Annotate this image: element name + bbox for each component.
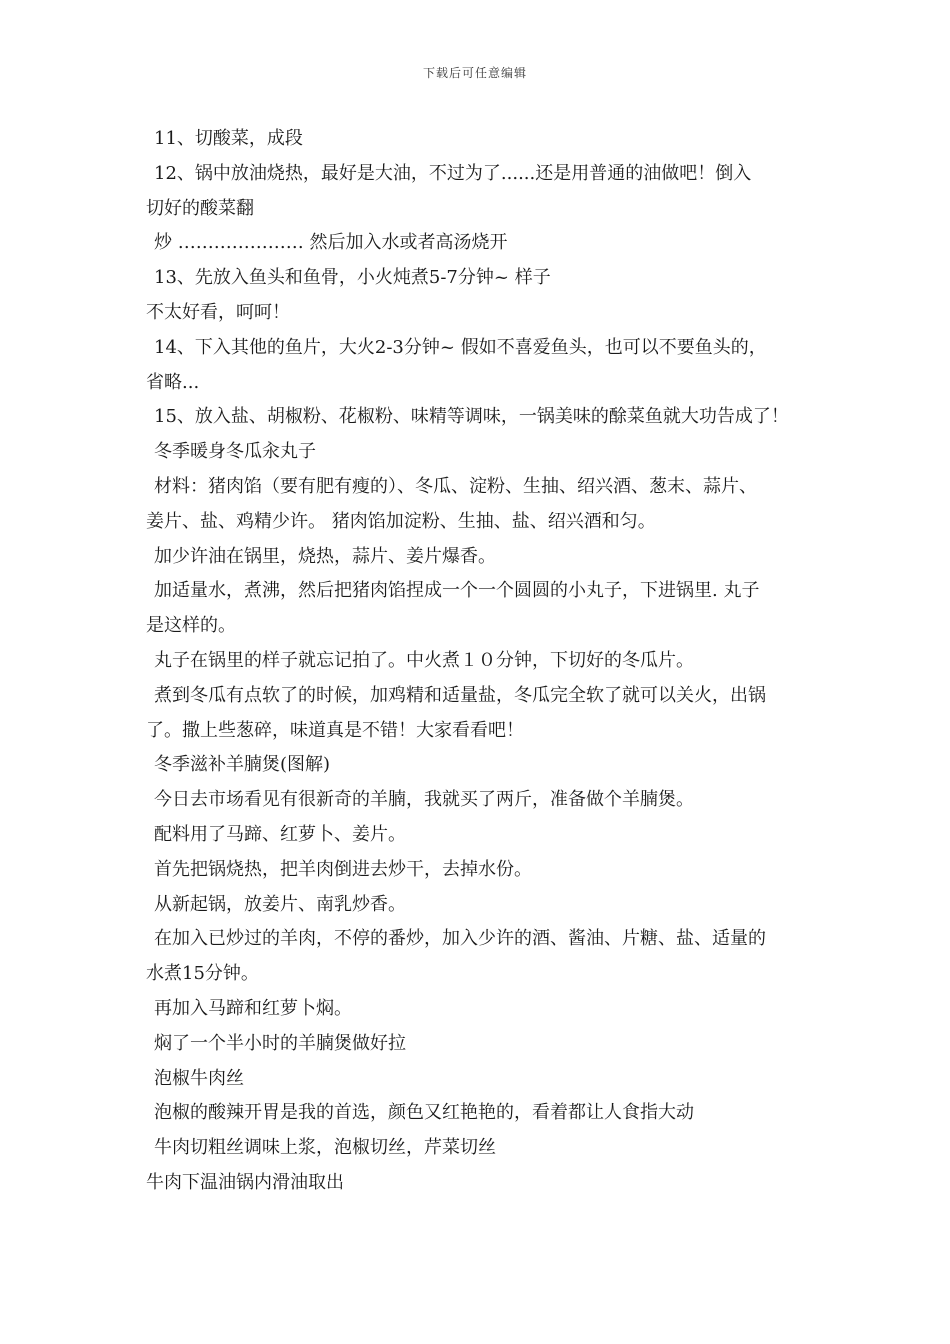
- document-body: [146, 122, 826, 1201]
- text-line: 炒 ………………… 然后加入水或者高汤烧开: [154, 232, 508, 254]
- text-line: 是这样的。: [146, 615, 236, 637]
- text-line: 13、先放入鱼头和鱼骨，小火炖煮5-7分钟~ 样子: [154, 267, 551, 289]
- text-line: 在加入已炒过的羊肉，不停的番炒，加入少许的酒、酱油、片糖、盐、适量的: [154, 928, 766, 950]
- text-line: 今日去市场看见有很新奇的羊腩，我就买了两斤，准备做个羊腩煲。: [154, 789, 694, 811]
- text-line: 煮到冬瓜有点软了的时候，加鸡精和适量盐，冬瓜完全软了就可以关火，出锅: [154, 684, 766, 706]
- text-line: 加少许油在锅里，烧热，蒜片、姜片爆香。: [154, 545, 496, 567]
- text-line: 牛肉切粗丝调味上浆，泡椒切丝，芹菜切丝: [154, 1137, 496, 1159]
- text-line: 配料用了马蹄、红萝卜、姜片。: [154, 823, 406, 845]
- page-header: 下载后可任意编辑: [422, 66, 527, 80]
- text-line: 切好的酸菜翻: [146, 197, 254, 219]
- text-line: 再加入马蹄和红萝卜焖。: [154, 997, 352, 1019]
- text-line: 冬季暖身冬瓜汆丸子: [154, 441, 316, 463]
- text-line: 牛肉下温油锅内滑油取出: [146, 1171, 344, 1193]
- text-line: 材料：猪肉馅（要有肥有瘦的）、冬瓜、淀粉、生抽、绍兴酒、葱末、蒜片、: [154, 475, 757, 497]
- text-line: 11、切酸菜，成段: [154, 128, 303, 149]
- text-line: 首先把锅烧热，把羊肉倒进去炒干，去掉水份。: [154, 858, 532, 880]
- text-line: 从新起锅，放姜片、南乳炒香。: [154, 893, 406, 915]
- text-line: 了。撒上些葱碎，味道真是不错！大家看看吧！: [146, 719, 524, 741]
- text-line: 姜片、盐、鸡精少许。 猪肉馅加淀粉、生抽、盐、绍兴酒和匀。: [146, 510, 656, 532]
- text-line: 泡椒的酸辣开胃是我的首选，颜色又红艳艳的，看着都让人食指大动: [154, 1102, 694, 1124]
- text-line: 12、锅中放油烧热，最好是大油，不过为了......还是用普通的油做吧！倒入: [154, 162, 752, 184]
- text-line: 水煮15分钟。: [146, 963, 259, 985]
- text-line: 加适量水，煮沸，然后把猪肉馅捏成一个一个圆圆的小丸子，下进锅里. 丸子: [154, 580, 760, 602]
- text-line: 省略...: [146, 371, 200, 393]
- text-line: 不太好看，呵呵！: [146, 301, 290, 323]
- text-line: 焖了一个半小时的羊腩煲做好拉: [154, 1032, 406, 1054]
- text-line: 14、下入其他的鱼片，大火2-3分钟~ 假如不喜爱鱼头，也可以不要鱼头的，: [154, 336, 767, 358]
- text-line: 泡椒牛肉丝: [154, 1067, 244, 1089]
- text-line: 冬季滋补羊腩煲(图解): [154, 754, 331, 776]
- text-line: 丸子在锅里的样子就忘记拍了。中火煮１０分钟，下切好的冬瓜片。: [154, 649, 694, 671]
- text-line: 15、放入盐、胡椒粉、花椒粉、味精等调味，一锅美味的酴菜鱼就大功告成了！: [154, 406, 789, 428]
